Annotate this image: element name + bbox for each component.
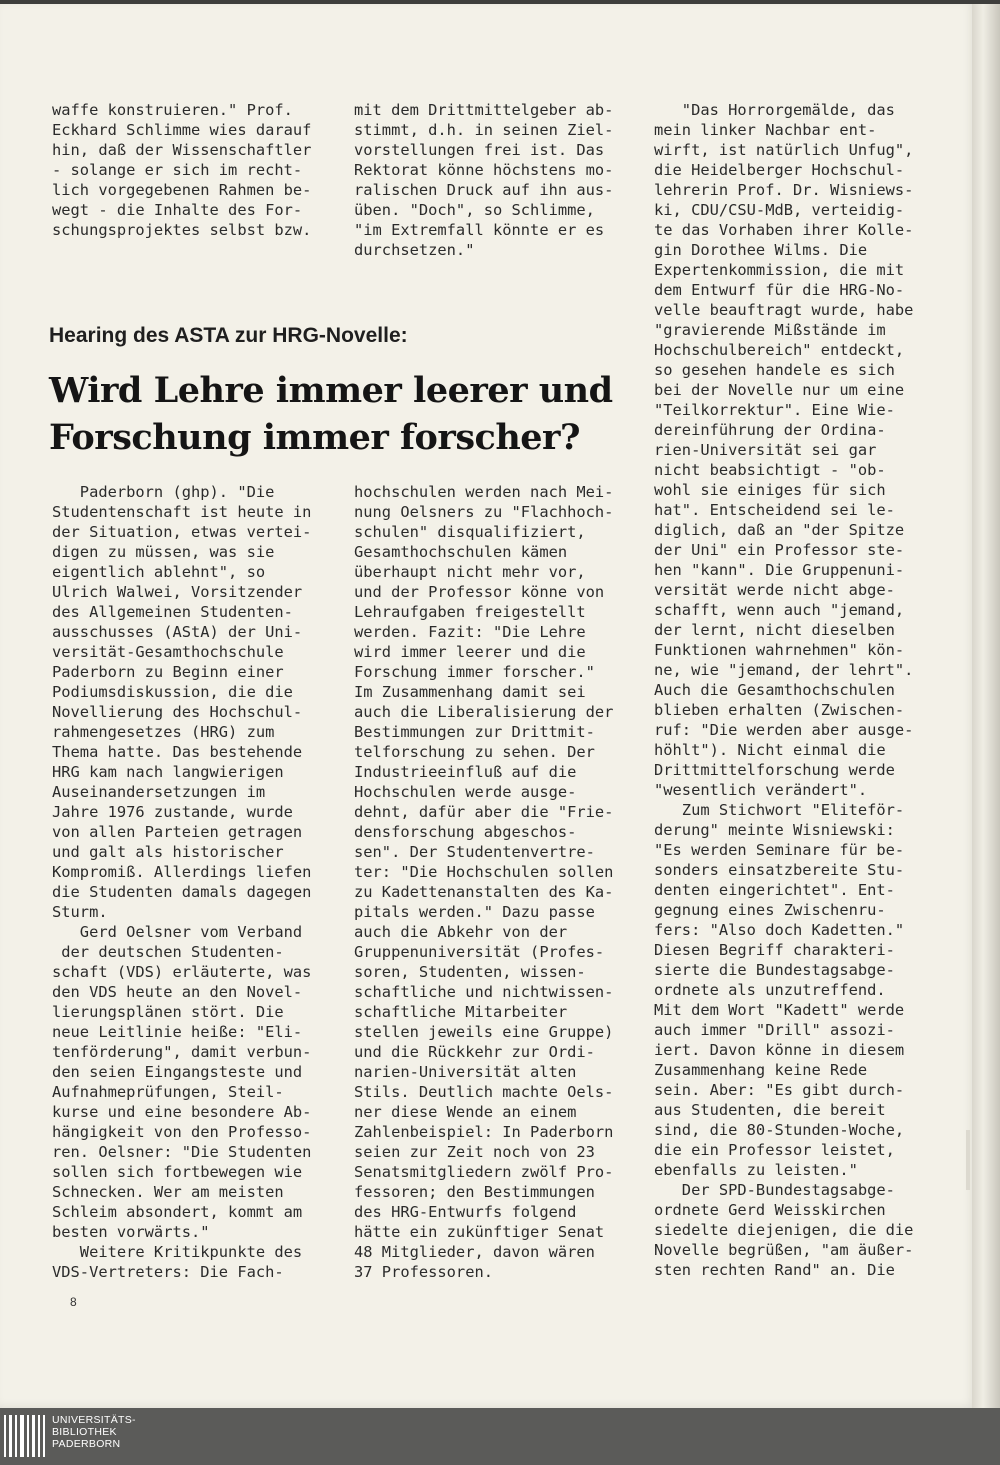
body-column-3: "Das Horrorgemälde, das mein linker Nachbar ent- wirft, ist natürlich Unfug", die Heidelberger Hochschul- lehrerin Prof. Dr. Wisniews- ki, CDU/CSU-MdB, verteidig- te das Vorhaben ihrer Kolle- gin Dorothee Wilms. Die Expertenkommission, die mit dem Entwurf für die HRG-No- velle beauftragt wurde, habe "gravierende Mißstände im Hochschulbereich" entdeckt, so gesehen handele es sich bei der Novelle nur um eine "Teilkorrektur". Eine Wie- dereinführung der Ordina- rien-Universität sei gar nicht beabsichtigt - "ob- wohl sie einiges für sich hat". Entscheidend sei le- diglich, daß an "der Spitze der Uni" ein Professor ste- hen "kann". Die Gruppenuni- versität werde nicht abge- schafft, wenn auch "jemand, der lernt, nicht dieselben Funktionen wahrnehmen" kön- ne, wie "jemand, der lehrt". Auch die Gesamthochschulen blieben erhalten (Zwischen- ruf: "Die werden aber ausge- höhlt"). Nicht einmal die Drittmittelforschung werde "wesentlich verändert". Zum Stichwort "Eliteför- derung" meinte Wisniewski: "Es werden Seminare für be- sonders einsatzbereite Stu- denten eingerichtet". Ent- gegnung eines Zwischenru- fers: "Also doch Kadetten." Diesen Begriff charakteri- sierte die Bundestagsabge- ordnete als unzutreffend. Mit dem Wort "Kadett" werde auch immer "Drill" assozi- iert. Davon könne in diesem Zusammenhang keine Rede sein. Aber: "Es gibt durch- aus Studenten, die bereit sind, die 80-Stunden-Woche, die ein Professor leistet, ebenfalls zu leisten." Der SPD-Bundestagsabge- ordnete Gerd Weisskirchen siedelte diejenigen, die die Novelle begrüßen, "am äußer- sten rechten Rand" an. Die: [654, 101, 914, 1279]
page-edge: [972, 0, 1000, 1408]
body-column-1: Paderborn (ghp). "Die Studentenschaft ist heute in der Situation, etwas vertei- digen zu müssen, was sie eigentlich ablehnt", so Ulrich Walwei, Vorsitzender des Allgemeinen Studenten- ausschusses (AStA) der Uni- versität-Gesamthochschule Paderborn zu Beginn einer Podiumsdiskussion, die die Novellierung des Hochschul- rahmengesetzes (HRG) zum Thema hatte. Das bestehende HRG kam nach langwierigen Auseinandersetzungen im Jahre 1976 zustande, wurde von allen Parteien getragen und galt als historischer Kompromiß. Allerdings liefen die Studenten damals dagegen Sturm. Gerd Oelsner vom Verband der deutschen Studenten- schaft (VDS) erläuterte, was den VDS heute an den Novel- lierungsplänen stört. Die neue Leitlinie heiße: "Eli- tenförderung", damit verbun- den seien Eingangsteste und Aufnahmeprüfungen, Steil- kurse und eine besondere Ab- hängigkeit von den Professo- ren. Oelsner: "Die Studenten sollen sich fortbewegen wie Schnecken. Wer am meisten Schleim absondert, kommt am besten vorwärts." Weitere Kritikpunkte des VDS-Vertreters: Die Fach-: [52, 483, 312, 1281]
scan-mark: [966, 1130, 970, 1190]
library-logo-text: [52, 1414, 136, 1450]
body-column-2: hochschulen werden nach Mei- nung Oelsners zu "Flachhoch- schulen" disqualifiziert, Gesamthochschulen kämen überhaupt nicht mehr vor, und der Professor könne von Lehraufgaben freigestellt werden. Fazit: "Die Lehre wird immer leerer und die Forschung immer forscher." Im Zusammenhang damit sei auch die Liberalisierung der Bestimmungen zur Drittmit- telforschung zu sehen. Der Industrieeinfluß auf die Hochschulen werde ausge- dehnt, dafür aber die "Frie- densforschung abgeschos- sen". Der Studentenvertre- ter: "Die Hochschulen sollen zu Kadettenanstalten des Ka- pitals werden." Dazu passe auch die Abkehr von der Gruppenuniversität (Profes- soren, Studenten, wissen- schaftliche und nichtwissen- schaftliche Mitarbeiter stellen jeweils eine Gruppe) und die Rückkehr zur Ordi- narien-Universität alten Stils. Deutlich machte Oels- ner diese Wende an einem Zahlenbeispiel: In Paderborn seien zur Zeit noch von 23 Senatsmitgliedern zwölf Pro- fessoren; den Bestimmungen des HRG-Entwurfs folgend hätte ein zukünftiger Senat 48 Mitglieder, davon wären 37 Professoren.: [354, 483, 614, 1281]
page-number: 8: [70, 1295, 77, 1309]
article-headline: Wird Lehre immer leerer und Forschung immer forscher?: [49, 370, 613, 458]
top-border: [0, 0, 1000, 4]
library-logo-label: UNIVERSITÄTS- BIBLIOTHEK PADERBORN: [52, 1414, 136, 1450]
article-subhead: Hearing des ASTA zur HRG-Novelle:: [49, 324, 408, 347]
top-column-1: waffe konstruieren." Prof. Eckhard Schlimme wies darauf hin, daß der Wissenschaftler - solange er sich im recht- lich vorgegebenen Rahmen be- wegt - die Inhalte des For- schungsprojektes selbst bzw.: [52, 101, 312, 239]
top-column-2: mit dem Drittmittelgeber ab- stimmt, d.h. in seinen Ziel- vorstellungen frei ist. Das Rektorat könne höchstens mo- ralischen Druck auf ihn aus- üben. "Doch", so Schlimme, "im Extremfall könnte er es durchsetzen.": [354, 101, 614, 259]
barcode-icon: [0, 1413, 48, 1459]
library-footer-bar: [0, 1408, 1000, 1465]
